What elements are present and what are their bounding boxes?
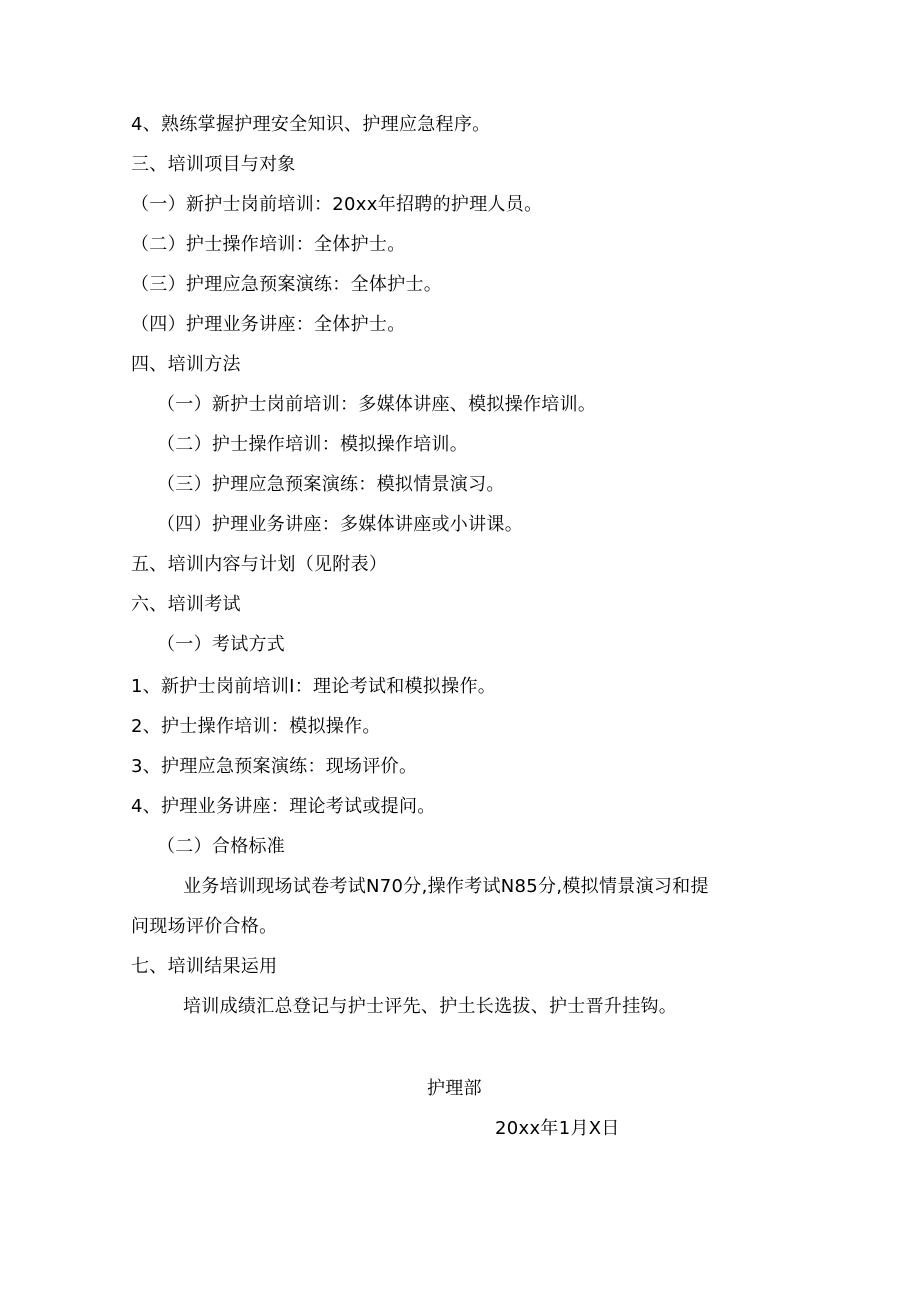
signature-department: 护理部 xyxy=(427,1078,482,1099)
subheading-pass-standard: （二）合格标准 xyxy=(157,836,286,857)
signature-date: 20xx年1月X日 xyxy=(495,1118,620,1139)
text-line-result-usage: 培训成绩汇总登记与护士评先、护土长选拔、护士晋升挂钩。 xyxy=(183,996,678,1017)
section-heading-training-exam: 六、培训考试 xyxy=(131,594,241,615)
text-line-safety-knowledge: 4、熟练掌握护理安全知识、护理应急程序。 xyxy=(131,114,491,135)
text-line-exam-operation: 2、护士操作培训：模拟操作。 xyxy=(131,716,381,737)
text-line-lecture-method: （四）护理业务讲座：多媒体讲座或小讲课。 xyxy=(157,514,523,535)
text-line-new-nurse-method: （一）新护士岗前培训：多媒体讲座、模拟操作培训。 xyxy=(157,394,597,415)
text-line-emergency-target: （三）护理应急预案演练：全体护士。 xyxy=(131,274,443,295)
text-line-pass-standard-2: 问现场评价合格。 xyxy=(131,916,278,937)
text-line-new-nurse-target: （一）新护士岗前培训：20xx年招聘的护理人员。 xyxy=(131,194,543,215)
section-heading-training-items: 三、培训项目与对象 xyxy=(131,154,296,175)
text-line-operation-method: （二）护士操作培训：模拟操作培训。 xyxy=(157,434,469,455)
text-line-emergency-method: （三）护理应急预案演练：模拟情景演习。 xyxy=(157,474,505,495)
section-heading-training-content: 五、培训内容与计划（见附表） xyxy=(131,554,388,575)
section-heading-training-methods: 四、培训方法 xyxy=(131,354,241,375)
subheading-exam-method: （一）考试方式 xyxy=(157,634,286,655)
text-line-operation-target: （二）护士操作培训：全体护士。 xyxy=(131,234,406,255)
text-line-exam-lecture: 4、护理业务讲座：理论考试或提问。 xyxy=(131,796,436,817)
text-line-exam-new-nurse: 1、新护士岗前培训I：理论考试和模拟操作。 xyxy=(131,676,497,697)
section-heading-result-usage: 七、培训结果运用 xyxy=(131,956,278,977)
text-line-pass-standard-1: 业务培训现场试卷考试N70分,操作考试N85分,模拟情景演习和提 xyxy=(183,876,709,897)
text-line-exam-emergency: 3、护理应急预案演练：现场评价。 xyxy=(131,756,418,777)
text-line-lecture-target: （四）护理业务讲座：全体护士。 xyxy=(131,314,406,335)
